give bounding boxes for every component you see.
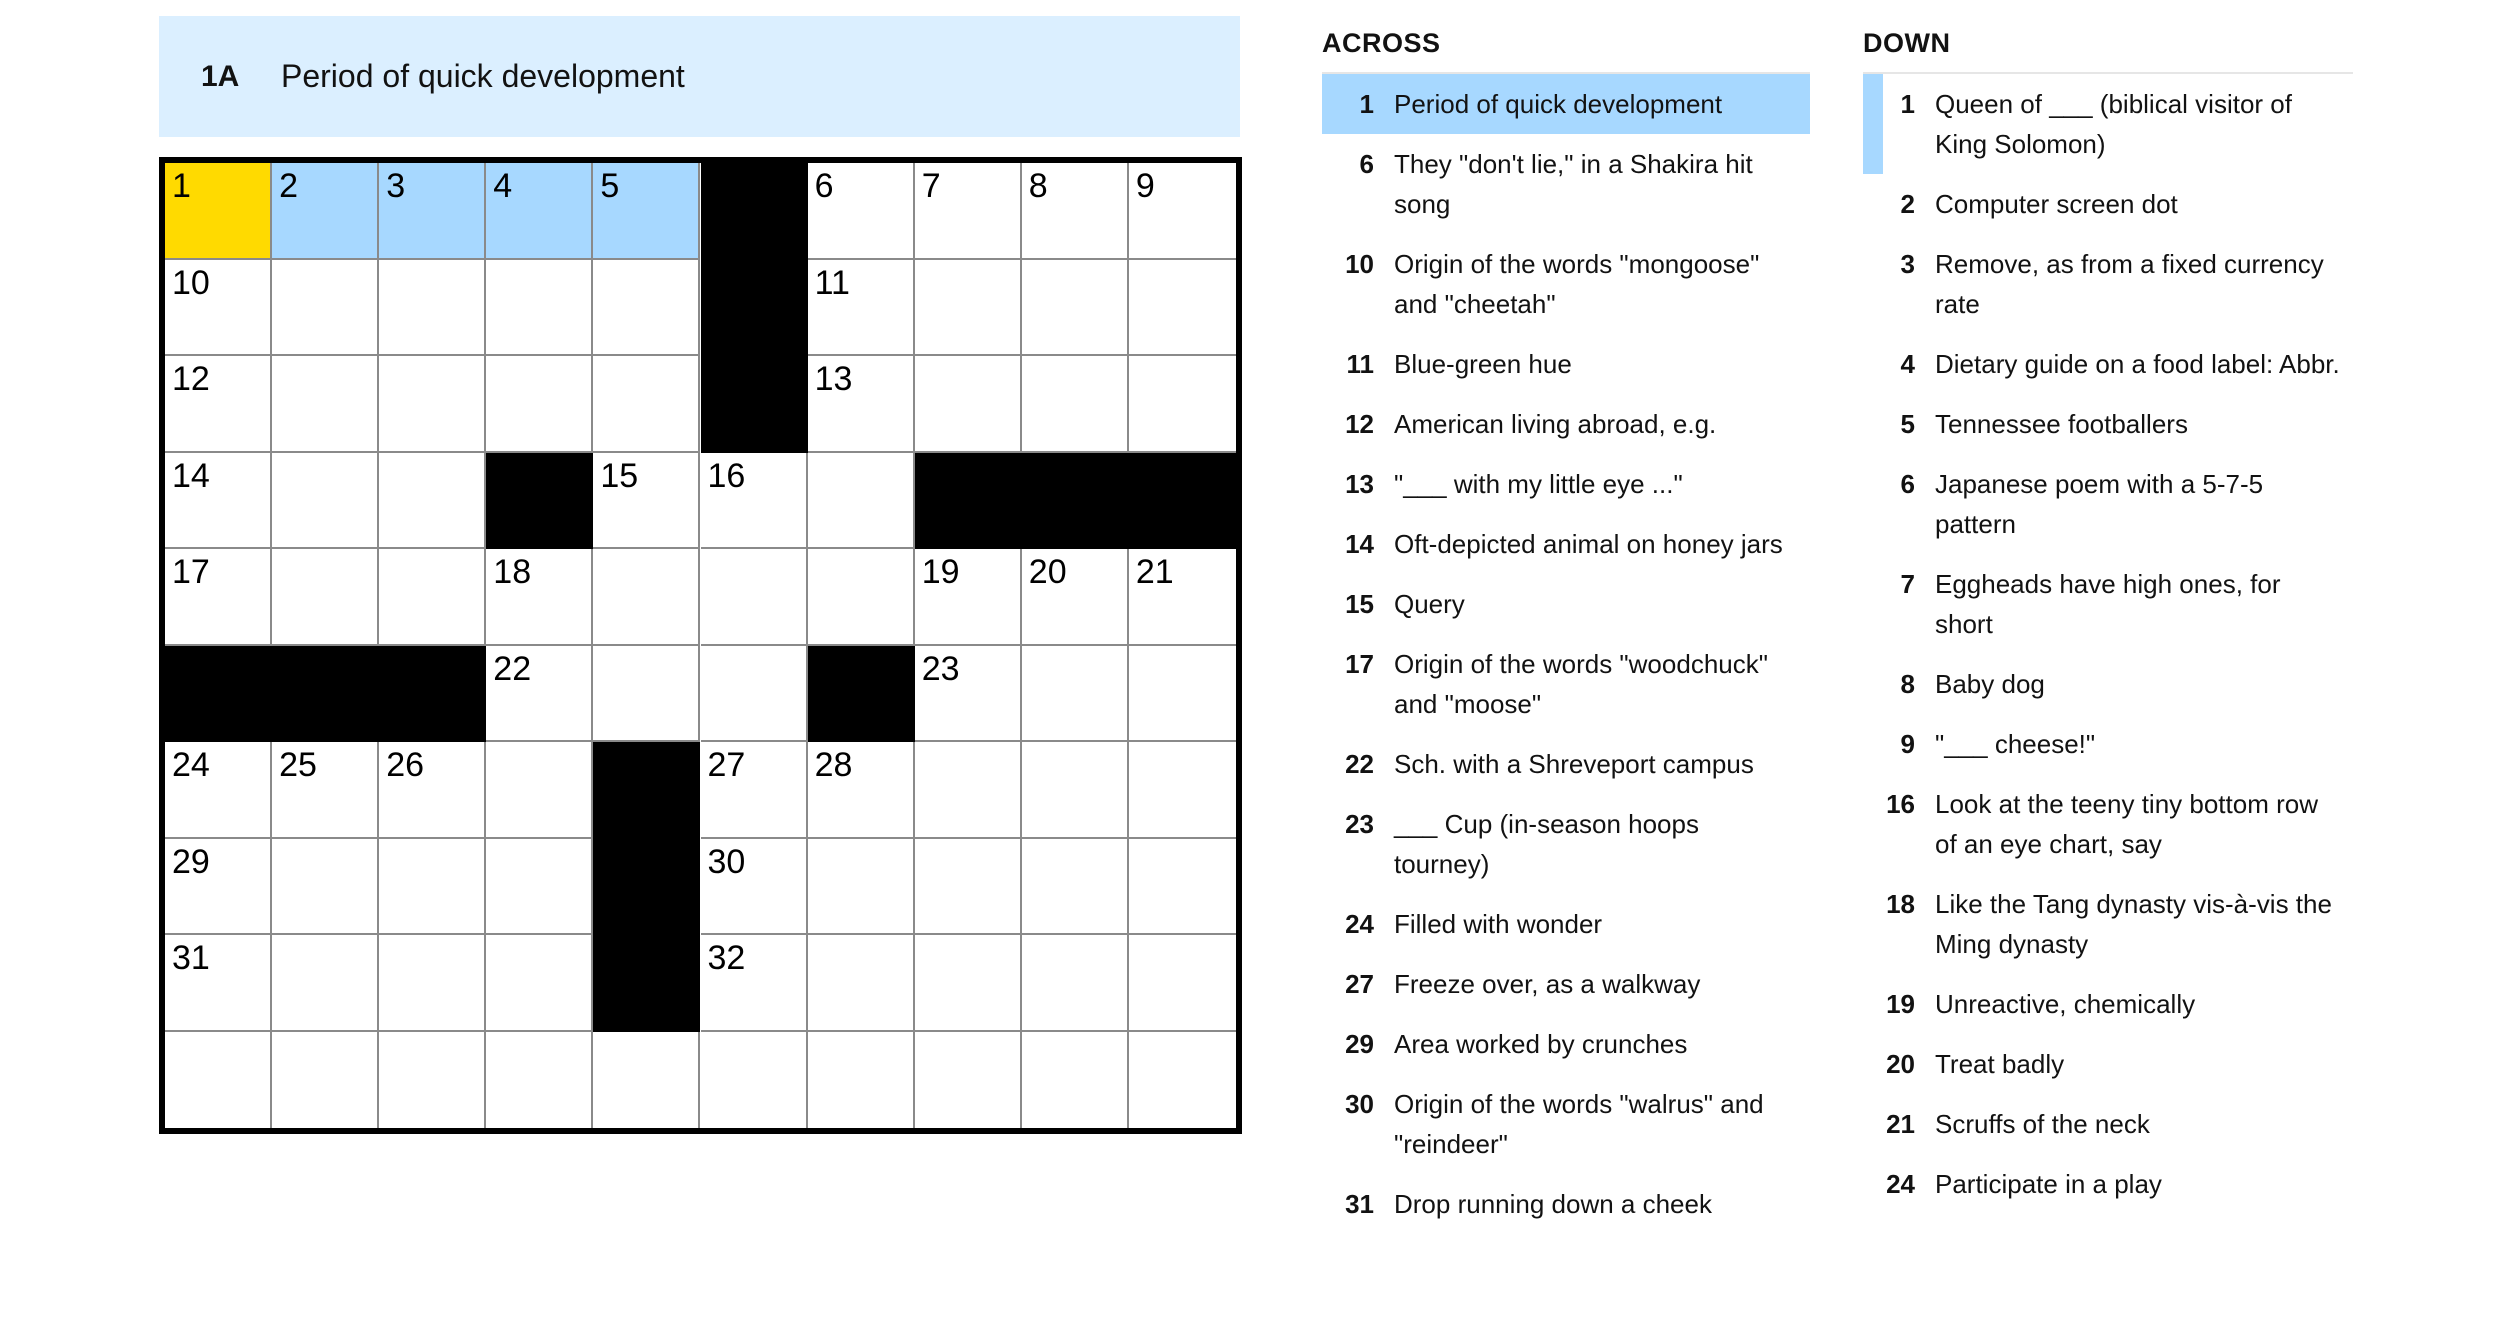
cell-number: 25 <box>279 746 317 784</box>
black-square <box>808 646 915 743</box>
down-clue-item[interactable] <box>1863 454 2353 554</box>
clue-text: Japanese poem with a 5-7-5 pattern <box>1935 469 2264 539</box>
cell-number: 6 <box>814 167 834 205</box>
grid-cell[interactable] <box>1129 839 1236 936</box>
clue-number: 1 <box>1359 89 1374 119</box>
clue-number: 10 <box>1345 249 1374 279</box>
cell-number: 14 <box>172 456 210 495</box>
clue-number: 27 <box>1345 969 1374 999</box>
grid-cell[interactable] <box>165 260 272 357</box>
grid-cell[interactable] <box>701 646 808 743</box>
across-clue-item[interactable] <box>1322 394 1810 454</box>
cell-number: 22 <box>493 649 532 688</box>
cell-number: 24 <box>172 746 210 784</box>
grid-cell[interactable] <box>808 549 915 646</box>
grid-cell[interactable] <box>915 1032 1022 1129</box>
black-square <box>593 742 700 839</box>
across-clue-item[interactable] <box>1322 894 1810 954</box>
crossword-grid <box>159 157 1242 1134</box>
clue-number: 21 <box>1886 1109 1915 1139</box>
across-clue-item[interactable] <box>1322 74 1810 134</box>
grid-cell[interactable] <box>593 260 700 357</box>
across-clue-item[interactable] <box>1322 1174 1810 1234</box>
clue-number: 24 <box>1886 1169 1915 1199</box>
black-square <box>593 935 700 1032</box>
grid-cell[interactable] <box>808 839 915 936</box>
clue-text: Origin of the words "woodchuck" and "moose" <box>1394 649 1768 719</box>
grid-cell[interactable] <box>593 163 700 260</box>
current-clue-text: Period of quick development <box>281 58 685 94</box>
grid-cell[interactable] <box>808 1032 915 1129</box>
black-square <box>701 163 808 260</box>
cell-number: 9 <box>1135 167 1155 205</box>
down-items <box>1863 74 2353 1214</box>
grid-cell[interactable] <box>272 260 379 357</box>
clue-text: Baby dog <box>1935 669 2045 699</box>
clue-number: 1 <box>1900 89 1915 119</box>
cell-number: 20 <box>1028 553 1067 591</box>
grid-cell[interactable] <box>808 356 915 453</box>
grid-cell[interactable] <box>1022 935 1129 1032</box>
grid-cell[interactable] <box>486 742 593 839</box>
clue-number: 22 <box>1345 749 1374 779</box>
grid-cell[interactable] <box>808 935 915 1032</box>
clue-text: Oft-depicted animal on honey jars <box>1394 529 1783 559</box>
grid-cell[interactable] <box>915 163 1022 260</box>
clue-text: American living abroad, e.g. <box>1394 409 1717 439</box>
grid-cell[interactable] <box>486 1032 593 1129</box>
across-clue-item[interactable] <box>1322 574 1810 634</box>
grid-cell[interactable] <box>272 742 379 839</box>
across-items <box>1322 74 1810 1234</box>
grid-cell[interactable] <box>593 646 700 743</box>
across-clue-item[interactable] <box>1322 134 1810 234</box>
down-clue-item[interactable] <box>1863 654 2353 714</box>
clue-number: 24 <box>1345 909 1374 939</box>
down-clue-item[interactable] <box>1863 394 2353 454</box>
cell-number: 21 <box>1135 553 1174 591</box>
black-square <box>1022 453 1129 550</box>
grid-cell[interactable] <box>379 549 486 646</box>
grid-cell[interactable] <box>165 1032 272 1129</box>
down-clue-item[interactable] <box>1863 174 2353 234</box>
across-clue-item[interactable] <box>1322 1014 1810 1074</box>
grid-cell[interactable] <box>1022 260 1129 357</box>
grid-cell[interactable] <box>379 839 486 936</box>
grid-cell[interactable] <box>915 646 1022 743</box>
black-square <box>165 646 272 743</box>
clue-text: Blue-green hue <box>1394 349 1572 379</box>
clue-text: Drop running down a cheek <box>1394 1189 1712 1219</box>
grid-cell[interactable] <box>701 839 808 936</box>
cell-number: 32 <box>707 939 746 977</box>
current-clue-number: 1A <box>201 59 240 93</box>
clue-number: 15 <box>1345 589 1374 619</box>
grid-cell[interactable] <box>165 839 272 936</box>
clue-number: 14 <box>1345 529 1374 559</box>
grid-cell[interactable] <box>272 839 379 936</box>
grid-cell[interactable] <box>593 1032 700 1129</box>
cell-number: 23 <box>921 649 960 688</box>
cell-number: 18 <box>493 553 532 591</box>
grid-cell[interactable] <box>701 935 808 1032</box>
grid-cell[interactable] <box>915 742 1022 839</box>
down-clue-item[interactable] <box>1863 714 2353 774</box>
grid-cell[interactable] <box>1129 163 1236 260</box>
clue-text: Scruffs of the neck <box>1935 1109 2150 1139</box>
grid-cell[interactable] <box>808 742 915 839</box>
cell-number: 2 <box>279 167 299 205</box>
clue-text: Eggheads have high ones, for short <box>1935 569 2281 639</box>
black-square <box>379 646 486 743</box>
down-clue-item[interactable] <box>1863 74 2353 174</box>
grid-cell[interactable] <box>1129 935 1236 1032</box>
grid-cell[interactable] <box>165 163 272 260</box>
clue-text: Origin of the words "mongoose" and "cheetah" <box>1394 249 1760 319</box>
clue-number: 4 <box>1900 349 1915 379</box>
clue-number: 29 <box>1345 1029 1374 1059</box>
clue-number: 17 <box>1345 649 1374 679</box>
cell-number: 27 <box>707 746 746 784</box>
grid-cell[interactable] <box>1129 356 1236 453</box>
clue-text: Dietary guide on a food label: Abbr. <box>1935 349 2340 379</box>
clue-text: Treat badly <box>1935 1049 2065 1079</box>
grid-cell[interactable] <box>486 839 593 936</box>
grid-cell[interactable] <box>593 356 700 453</box>
grid-cell[interactable] <box>1129 742 1236 839</box>
grid-cell[interactable] <box>379 260 486 357</box>
down-clue-item[interactable] <box>1863 234 2353 334</box>
down-clue-item[interactable] <box>1863 874 2353 974</box>
clue-number: 6 <box>1900 469 1915 499</box>
clue-number: 31 <box>1345 1189 1374 1219</box>
cell-number: 12 <box>172 360 210 398</box>
grid-cell[interactable] <box>1022 742 1129 839</box>
clue-number: 8 <box>1900 669 1915 699</box>
black-square <box>486 453 593 550</box>
clue-text: Filled with wonder <box>1394 909 1603 939</box>
grid-cell[interactable] <box>915 935 1022 1032</box>
black-square <box>593 839 700 936</box>
cell-number: 13 <box>814 360 853 398</box>
clue-number: 5 <box>1900 409 1915 439</box>
black-square <box>1129 453 1236 550</box>
grid-cell[interactable] <box>165 453 272 550</box>
grid-cell[interactable] <box>1022 163 1129 260</box>
grid-cell[interactable] <box>165 549 272 646</box>
grid-cell[interactable] <box>1129 1032 1236 1129</box>
down-clue-item[interactable] <box>1863 1154 2353 1214</box>
cell-number: 3 <box>386 167 406 205</box>
clue-text: They "don't lie," in a Shakira hit song <box>1394 149 1753 219</box>
grid-cell[interactable] <box>701 453 808 550</box>
grid-cell[interactable] <box>379 453 486 550</box>
cell-number: 28 <box>814 746 853 784</box>
grid-cell[interactable] <box>915 260 1022 357</box>
cell-number: 11 <box>814 263 850 302</box>
clue-text: Period of quick development <box>1394 89 1723 119</box>
grid-cell[interactable] <box>1129 549 1236 646</box>
clue-number: 19 <box>1886 989 1915 1019</box>
grid-cell[interactable] <box>379 163 486 260</box>
down-clue-item[interactable] <box>1863 974 2353 1034</box>
cell-number: 31 <box>172 939 210 977</box>
clue-number: 20 <box>1886 1049 1915 1079</box>
clue-text: "___ cheese!" <box>1935 729 2096 759</box>
cell-number: 7 <box>921 167 941 205</box>
grid-cell[interactable] <box>1022 839 1129 936</box>
across-clue-item[interactable] <box>1322 634 1810 734</box>
cell-number: 16 <box>707 456 746 495</box>
clue-text: Freeze over, as a walkway <box>1394 969 1701 999</box>
grid-cell[interactable] <box>486 549 593 646</box>
clue-text: Unreactive, chemically <box>1935 989 2196 1019</box>
grid-cell[interactable] <box>272 1032 379 1129</box>
clue-number: 2 <box>1900 189 1915 219</box>
across-clue-item[interactable] <box>1322 794 1810 894</box>
down-title: DOWN <box>1863 24 2353 74</box>
grid-cell[interactable] <box>486 646 593 743</box>
black-square <box>915 453 1022 550</box>
grid-cell[interactable] <box>272 356 379 453</box>
down-clue-item[interactable] <box>1863 334 2353 394</box>
cell-number: 29 <box>172 842 210 881</box>
clue-number: 12 <box>1345 409 1374 439</box>
grid-cell[interactable] <box>272 935 379 1032</box>
across-clue-item[interactable] <box>1322 334 1810 394</box>
grid-cell[interactable] <box>272 549 379 646</box>
grid-cell[interactable] <box>701 1032 808 1129</box>
across-clue-item[interactable] <box>1322 234 1810 334</box>
grid-cell[interactable] <box>486 356 593 453</box>
grid-cell[interactable] <box>379 935 486 1032</box>
across-clue-item[interactable] <box>1322 514 1810 574</box>
clue-text: Remove, as from a fixed currency rate <box>1935 249 2324 319</box>
down-clue-item[interactable] <box>1863 1094 2353 1154</box>
grid-cell[interactable] <box>915 356 1022 453</box>
clue-number: 16 <box>1886 789 1915 819</box>
clue-text: Like the Tang dynasty vis-à-vis the Ming dynasty <box>1935 889 2332 959</box>
grid-cell[interactable] <box>1022 549 1129 646</box>
clue-text: Query <box>1394 589 1465 619</box>
clue-number: 3 <box>1900 249 1915 279</box>
clue-text: ___ Cup (in-season hoops tourney) <box>1394 809 1699 879</box>
across-clue-item[interactable] <box>1322 734 1810 794</box>
grid-cell[interactable] <box>1022 646 1129 743</box>
across-clue-list <box>1322 24 1810 1234</box>
clue-number: 23 <box>1345 809 1374 839</box>
grid-cell[interactable] <box>379 1032 486 1129</box>
clue-text: Look at the teeny tiny bottom row of an eye chart, say <box>1935 789 2318 859</box>
grid-cell[interactable] <box>272 163 379 260</box>
grid-cell[interactable] <box>272 453 379 550</box>
grid-cell[interactable] <box>701 549 808 646</box>
clue-text: "___ with my little eye ..." <box>1394 469 1683 499</box>
cell-number: 8 <box>1028 167 1048 205</box>
clue-text: Queen of ___ (biblical visitor of King Solomon) <box>1935 89 2292 159</box>
grid-cell[interactable] <box>486 935 593 1032</box>
grid-cell[interactable] <box>593 549 700 646</box>
cell-number: 19 <box>921 553 960 591</box>
grid-cell[interactable] <box>915 549 1022 646</box>
grid-cell[interactable] <box>379 742 486 839</box>
grid-cell[interactable] <box>1022 356 1129 453</box>
grid-cell[interactable] <box>808 453 915 550</box>
cell-number: 26 <box>386 746 425 784</box>
grid-cell[interactable] <box>1129 260 1236 357</box>
clue-text: Participate in a play <box>1935 1169 2162 1199</box>
black-square <box>701 260 808 357</box>
grid-cell[interactable] <box>1022 1032 1129 1129</box>
down-clue-item[interactable] <box>1863 554 2353 654</box>
grid-cell[interactable] <box>808 260 915 357</box>
grid-cell[interactable] <box>808 163 915 260</box>
clue-text: Area worked by crunches <box>1394 1029 1688 1059</box>
grid-cell[interactable] <box>486 163 593 260</box>
grid-cell[interactable] <box>379 356 486 453</box>
across-clue-item[interactable] <box>1322 1074 1810 1174</box>
clue-text: Sch. with a Shreveport campus <box>1394 749 1754 779</box>
grid-cell[interactable] <box>593 453 700 550</box>
down-clue-list <box>1863 24 2353 1214</box>
clue-number: 11 <box>1346 349 1374 379</box>
grid-cell[interactable] <box>915 839 1022 936</box>
clue-number: 13 <box>1345 469 1374 499</box>
clue-text: Tennessee footballers <box>1935 409 2188 439</box>
cell-number: 17 <box>172 553 210 591</box>
down-clue-item[interactable] <box>1863 1034 2353 1094</box>
cell-number: 4 <box>493 167 513 205</box>
current-clue-bar <box>159 16 1240 137</box>
grid-cell[interactable] <box>1129 646 1236 743</box>
grid-cell[interactable] <box>165 356 272 453</box>
grid-cell[interactable] <box>701 742 808 839</box>
cell-number: 1 <box>172 167 191 205</box>
black-square <box>272 646 379 743</box>
cell-number: 10 <box>172 263 210 302</box>
grid-cell[interactable] <box>486 260 593 357</box>
across-clue-item[interactable] <box>1322 954 1810 1014</box>
cell-number: 15 <box>600 456 639 495</box>
clue-number: 7 <box>1900 569 1915 599</box>
clue-number: 18 <box>1886 889 1915 919</box>
cell-number: 30 <box>707 842 746 881</box>
clue-number: 9 <box>1900 729 1915 759</box>
clue-text: Origin of the words "walrus" and "reindeer" <box>1394 1089 1764 1159</box>
clue-number: 6 <box>1359 149 1374 179</box>
clue-number: 30 <box>1345 1089 1374 1119</box>
black-square <box>701 356 808 453</box>
down-clue-item[interactable] <box>1863 774 2353 874</box>
across-title: ACROSS <box>1322 24 1810 74</box>
grid-cell[interactable] <box>165 742 272 839</box>
cell-number: 5 <box>600 167 620 205</box>
clue-text: Computer screen dot <box>1935 189 2178 219</box>
across-clue-item[interactable] <box>1322 454 1810 514</box>
grid-cell[interactable] <box>165 935 272 1032</box>
